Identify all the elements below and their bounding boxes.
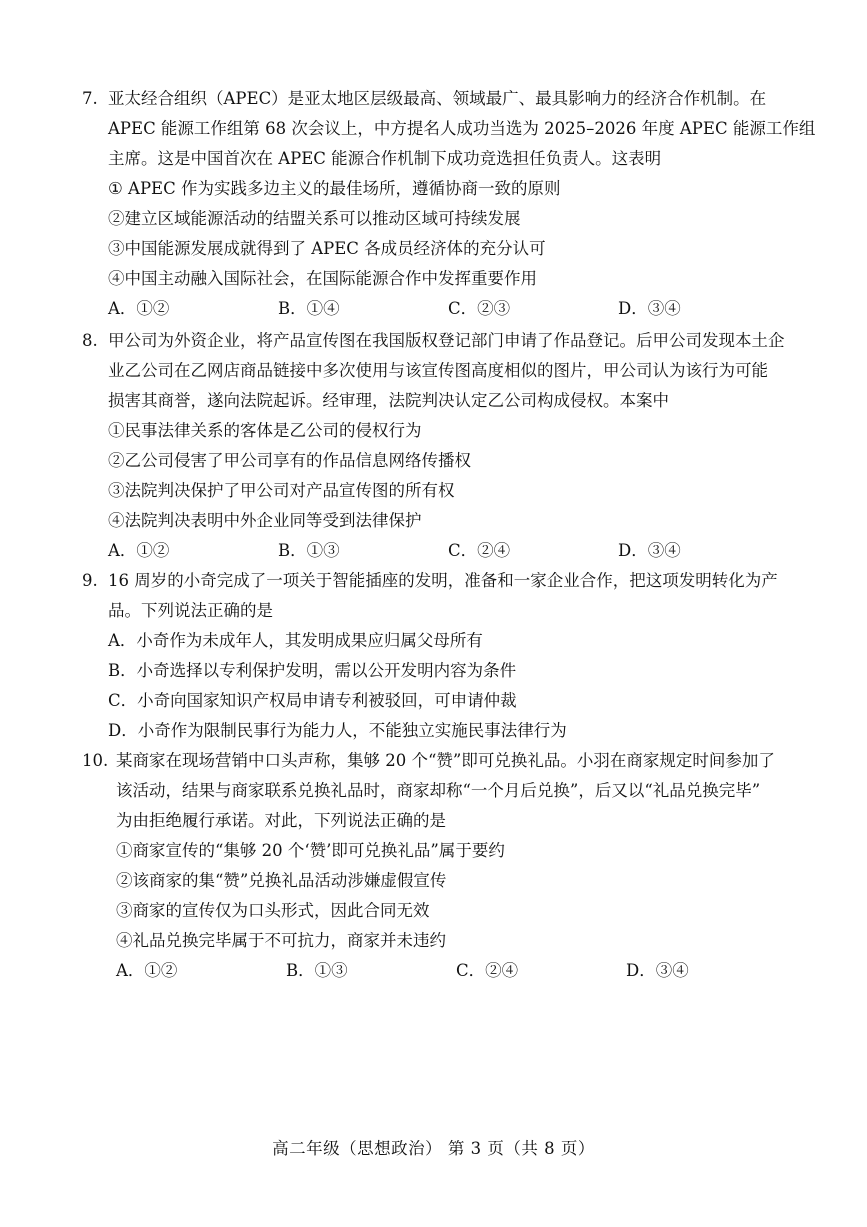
- option-a[interactable]: A．①②: [108, 299, 170, 318]
- question-9-stem-line-2: 品。下列说法正确的是: [108, 601, 273, 620]
- page-footer: 高二年级（思想政治） 第 3 页（共 8 页）: [272, 1139, 595, 1158]
- question-8-stem-line-2: 业乙公司在乙网店商品链接中多次使用与该宣传图高度相似的图片，甲公司认为该行为可能: [108, 361, 768, 380]
- question-8-stem-line-1: 8. 甲公司为外资企业，将产品宣传图在我国版权登记部门申请了作品登记。后甲公司发现本土企: [82, 326, 802, 356]
- option-b[interactable]: B．①④: [278, 299, 340, 318]
- option-b[interactable]: B．①③: [278, 541, 340, 560]
- question-9: [82, 566, 802, 746]
- question-7-stem-line-1: 7. 亚太经合组织（APEC）是亚太地区层级最高、领域最广、最具影响力的经济合作机制。在: [82, 84, 802, 114]
- question-8: [82, 326, 802, 566]
- question-10: [82, 746, 802, 986]
- statement-1: ①民事法律关系的客体是乙公司的侵权行为: [108, 421, 422, 440]
- statement-4: ④法院判决表明中外企业同等受到法律保护: [108, 511, 422, 530]
- statement-2: ②建立区域能源活动的结盟关系可以推动区域可持续发展: [108, 209, 521, 228]
- question-10-options: [82, 956, 802, 986]
- question-10-stem-line-2: 该活动，结果与商家联系兑换礼品时，商家却称“一个月后兑换”，后又以“礼品兑换完毕”: [116, 781, 761, 800]
- question-8-options: [82, 536, 802, 566]
- statement-3: ③中国能源发展成就得到了 APEC 各成员经济体的充分认可: [108, 239, 546, 258]
- option-a[interactable]: A．小奇作为未成年人，其发明成果应归属父母所有: [108, 631, 483, 650]
- option-a[interactable]: A．①②: [116, 961, 178, 980]
- option-d[interactable]: D．③④: [618, 541, 681, 560]
- question-9-stem-line-1: 9. 16 周岁的小奇完成了一项关于智能插座的发明，准备和一家企业合作，把这项发明转化为产: [82, 566, 802, 596]
- option-d[interactable]: D．③④: [626, 961, 689, 980]
- statement-2: ②该商家的集“赞”兑换礼品活动涉嫌虚假宣传: [116, 871, 447, 890]
- option-b[interactable]: B．小奇选择以专利保护发明，需以公开发明内容为条件: [108, 661, 517, 680]
- option-c[interactable]: C．小奇向国家知识产权局申请专利被驳回，可申请仲裁: [108, 691, 517, 710]
- question-number: 10.: [82, 751, 109, 770]
- question-7: [82, 84, 816, 324]
- statement-4: ④礼品兑换完毕属于不可抗力，商家并未违约: [116, 931, 446, 950]
- question-7-options: [82, 294, 802, 324]
- option-a[interactable]: A．①②: [108, 541, 170, 560]
- question-number: 8.: [82, 331, 98, 350]
- option-c[interactable]: C．②④: [448, 541, 511, 560]
- option-c[interactable]: C．②③: [448, 299, 511, 318]
- question-number: 9.: [82, 571, 98, 590]
- question-7-stem-line-3: 主席。这是中国首次在 APEC 能源合作机制下成功竞选担任负责人。这表明: [108, 149, 662, 168]
- question-10-stem-line-1: 10. 某商家在现场营销中口头声称，集够 20 个“赞”即可兑换礼品。小羽在商家规定时间参加了: [82, 746, 802, 776]
- option-d[interactable]: D．小奇作为限制民事行为能力人，不能独立实施民事法律行为: [108, 721, 567, 740]
- statement-4: ④中国主动融入国际社会，在国际能源合作中发挥重要作用: [108, 269, 537, 288]
- statement-1: ①商家宣传的“集够 20 个‘赞’即可兑换礼品”属于要约: [116, 841, 505, 860]
- option-b[interactable]: B．①③: [286, 961, 348, 980]
- statement-3: ③商家的宣传仅为口头形式，因此合同无效: [116, 901, 430, 920]
- question-number: 7.: [82, 89, 98, 108]
- option-d[interactable]: D．③④: [618, 299, 681, 318]
- question-8-stem-line-3: 损害其商誉，遂向法院起诉。经审理，法院判决认定乙公司构成侵权。本案中: [108, 391, 669, 410]
- statement-3: ③法院判决保护了甲公司对产品宣传图的所有权: [108, 481, 455, 500]
- question-7-stem-line-2: APEC 能源工作组第 68 次会议上，中方提名人成功当选为 2025–2026 年度 APEC 能源工作组: [108, 119, 816, 138]
- question-10-stem-line-3: 为由拒绝履行承诺。对此，下列说法正确的是: [116, 811, 446, 830]
- statement-1: ① APEC 作为实践多边主义的最佳场所，遵循协商一致的原则: [108, 179, 561, 198]
- statement-2: ②乙公司侵害了甲公司享有的作品信息网络传播权: [108, 451, 471, 470]
- option-c[interactable]: C．②④: [456, 961, 519, 980]
